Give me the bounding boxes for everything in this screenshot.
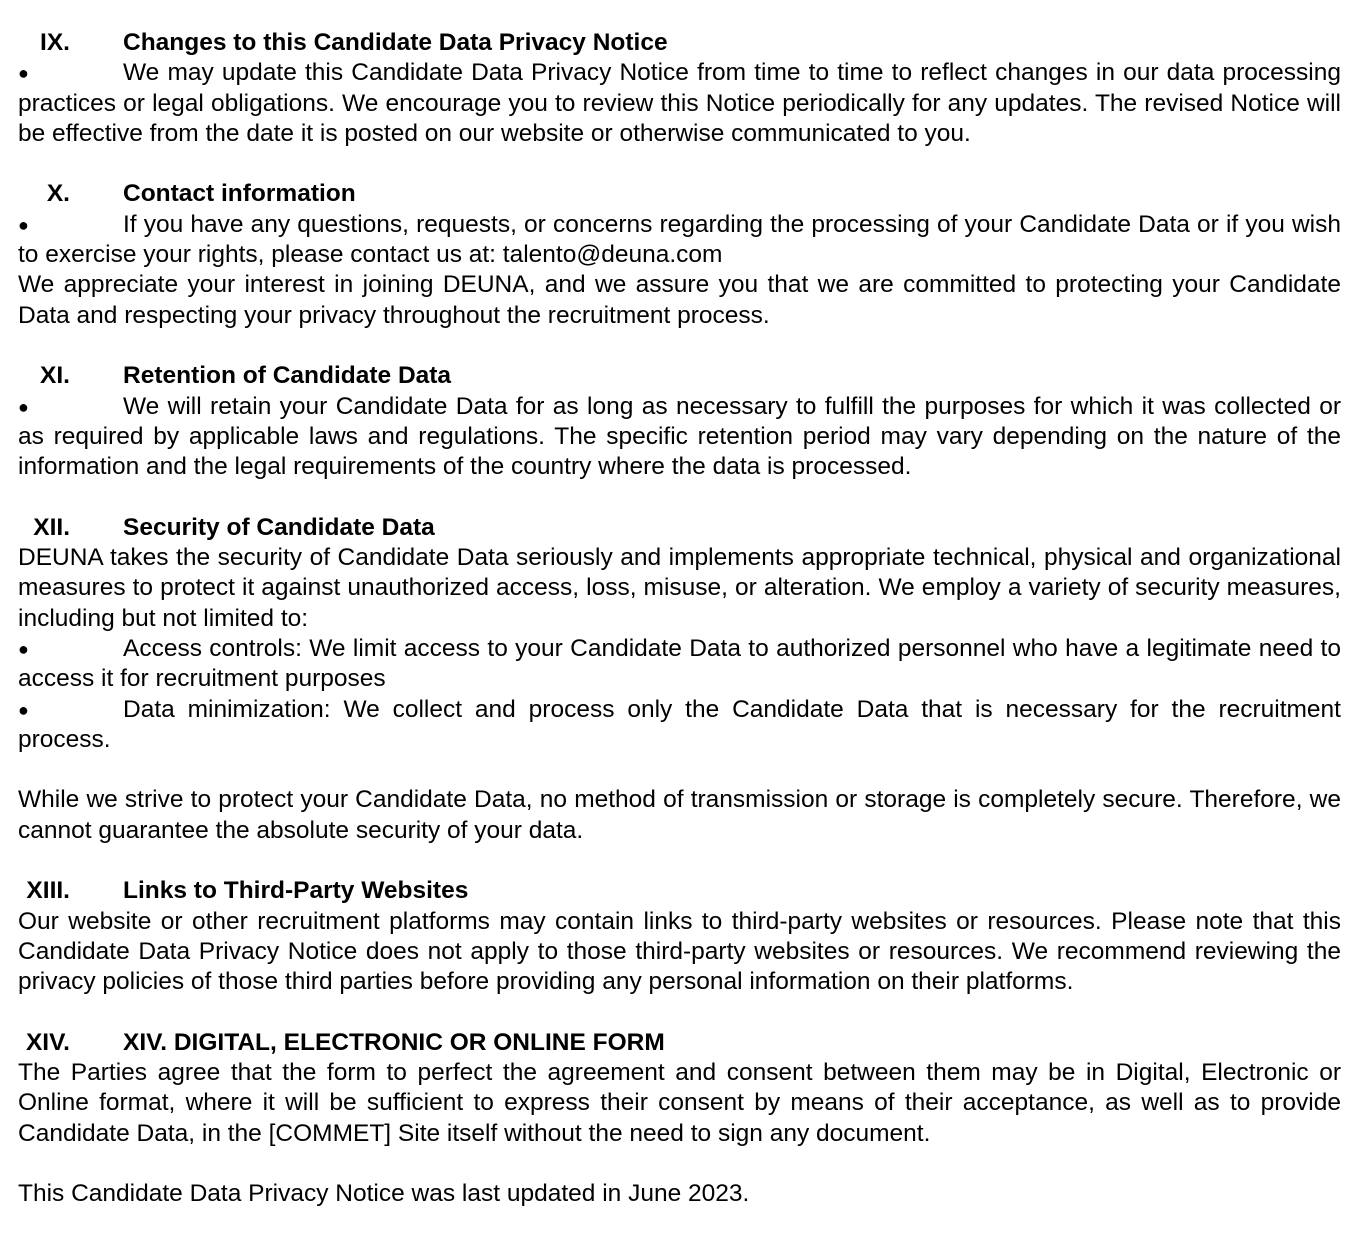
bullet-item xyxy=(18,58,1341,149)
spacer xyxy=(18,755,1341,785)
bullet-item xyxy=(18,695,1341,756)
section-heading xyxy=(18,513,1341,543)
bullet-text: Data minimization: We collect and process only the Candidate Data that is necessary for the recruitment process. xyxy=(18,695,1341,753)
bullet-text: We will retain your Candidate Data for as long as necessary to fulfill the purposes for which it was collected or as required by applicable laws and regulations. The specific retention period may vary depending on the nature of the information and the legal requirements of the country where the data is processed. xyxy=(18,392,1341,481)
section-number: XIV. xyxy=(25,1028,70,1056)
section-number: X. xyxy=(46,180,70,208)
section-digital-form xyxy=(18,1028,1341,1149)
section-title: Changes to this Candidate Data Privacy Notice xyxy=(123,29,668,56)
section-heading xyxy=(18,179,1341,209)
document-page xyxy=(18,28,1341,1210)
bullet-item xyxy=(18,634,1341,695)
section-title: XIV. DIGITAL, ELECTRONIC OR ONLINE FORM xyxy=(123,1028,665,1056)
bullet-icon: ● xyxy=(18,396,29,417)
section-retention xyxy=(18,361,1341,482)
bullet-text: If you have any questions, requests, or concerns regarding the processing of your Candidate Data or if you wish to exercise your rights, please contact us at: talento@deuna.com xyxy=(18,210,1341,269)
section-contact xyxy=(18,179,1341,330)
section-title: Security of Candidate Data xyxy=(123,513,435,541)
paragraph: DEUNA takes the security of Candidate Data seriously and implements appropriate technical, physical and organizational measures to protect it against unauthorized access, loss, misuse, or alteration. We employ a variety of security measures, including but not limited to: xyxy=(18,544,1341,632)
bullet-icon: ● xyxy=(18,699,29,720)
section-heading xyxy=(18,361,1341,391)
section-number: XII. xyxy=(33,513,70,541)
bullet-icon: ● xyxy=(18,63,29,84)
bullet-text: We may update this Candidate Data Privacy Notice from time to time to reflect changes in our data processing practices or legal obligations. We encourage you to review this Notice periodically for any updates. The revised Notice will be effective from the date it is posted on our website or otherwise communicated to you. xyxy=(18,59,1341,147)
paragraph: Our website or other recruitment platforms may contain links to third-party websites or resources. Please note that this Candidate Data Privacy Notice does not apply to those third-party websites or resources. We recommend reviewing the privacy policies of those third parties before providing any personal information on their platforms. xyxy=(18,907,1341,996)
section-number: XI. xyxy=(40,362,70,390)
paragraph: We appreciate your interest in joining DEUNA, and we assure you that we are committed to protecting your Candidate Data and respecting your privacy throughout the recruitment process. xyxy=(18,271,1341,329)
section-title: Links to Third-Party Websites xyxy=(123,877,469,905)
section-heading xyxy=(18,876,1341,906)
last-updated-note: This Candidate Data Privacy Notice was last updated in June 2023. xyxy=(18,1180,750,1208)
section-security xyxy=(18,513,1341,846)
bullet-icon: ● xyxy=(18,638,29,659)
section-number: XIII. xyxy=(26,877,70,905)
paragraph: While we strive to protect your Candidate Data, no method of transmission or storage is completely secure. Therefore, we cannot guarantee the absolute security of your data. xyxy=(18,786,1341,844)
section-heading xyxy=(18,1028,1341,1058)
bullet-text: Access controls: We limit access to your Candidate Data to authorized personnel who have a legitimate need to access it for recruitment purposes xyxy=(18,634,1341,693)
section-title: Retention of Candidate Data xyxy=(123,362,452,390)
section-number: IX. xyxy=(40,29,70,56)
section-title: Contact information xyxy=(123,180,356,208)
section-changes xyxy=(18,28,1341,149)
bullet-item xyxy=(18,210,1341,271)
section-third-party-links xyxy=(18,876,1341,997)
section-heading xyxy=(18,28,1341,58)
bullet-icon: ● xyxy=(18,214,29,235)
bullet-item xyxy=(18,392,1341,483)
paragraph: The Parties agree that the form to perfect the agreement and consent between them may be in Digital, Electronic or Online format, where it will be sufficient to express their consent by means of their acceptance, as well as to provide Candidate Data, in the [COMMET] Site itself without the need to sign any document. xyxy=(18,1059,1341,1147)
